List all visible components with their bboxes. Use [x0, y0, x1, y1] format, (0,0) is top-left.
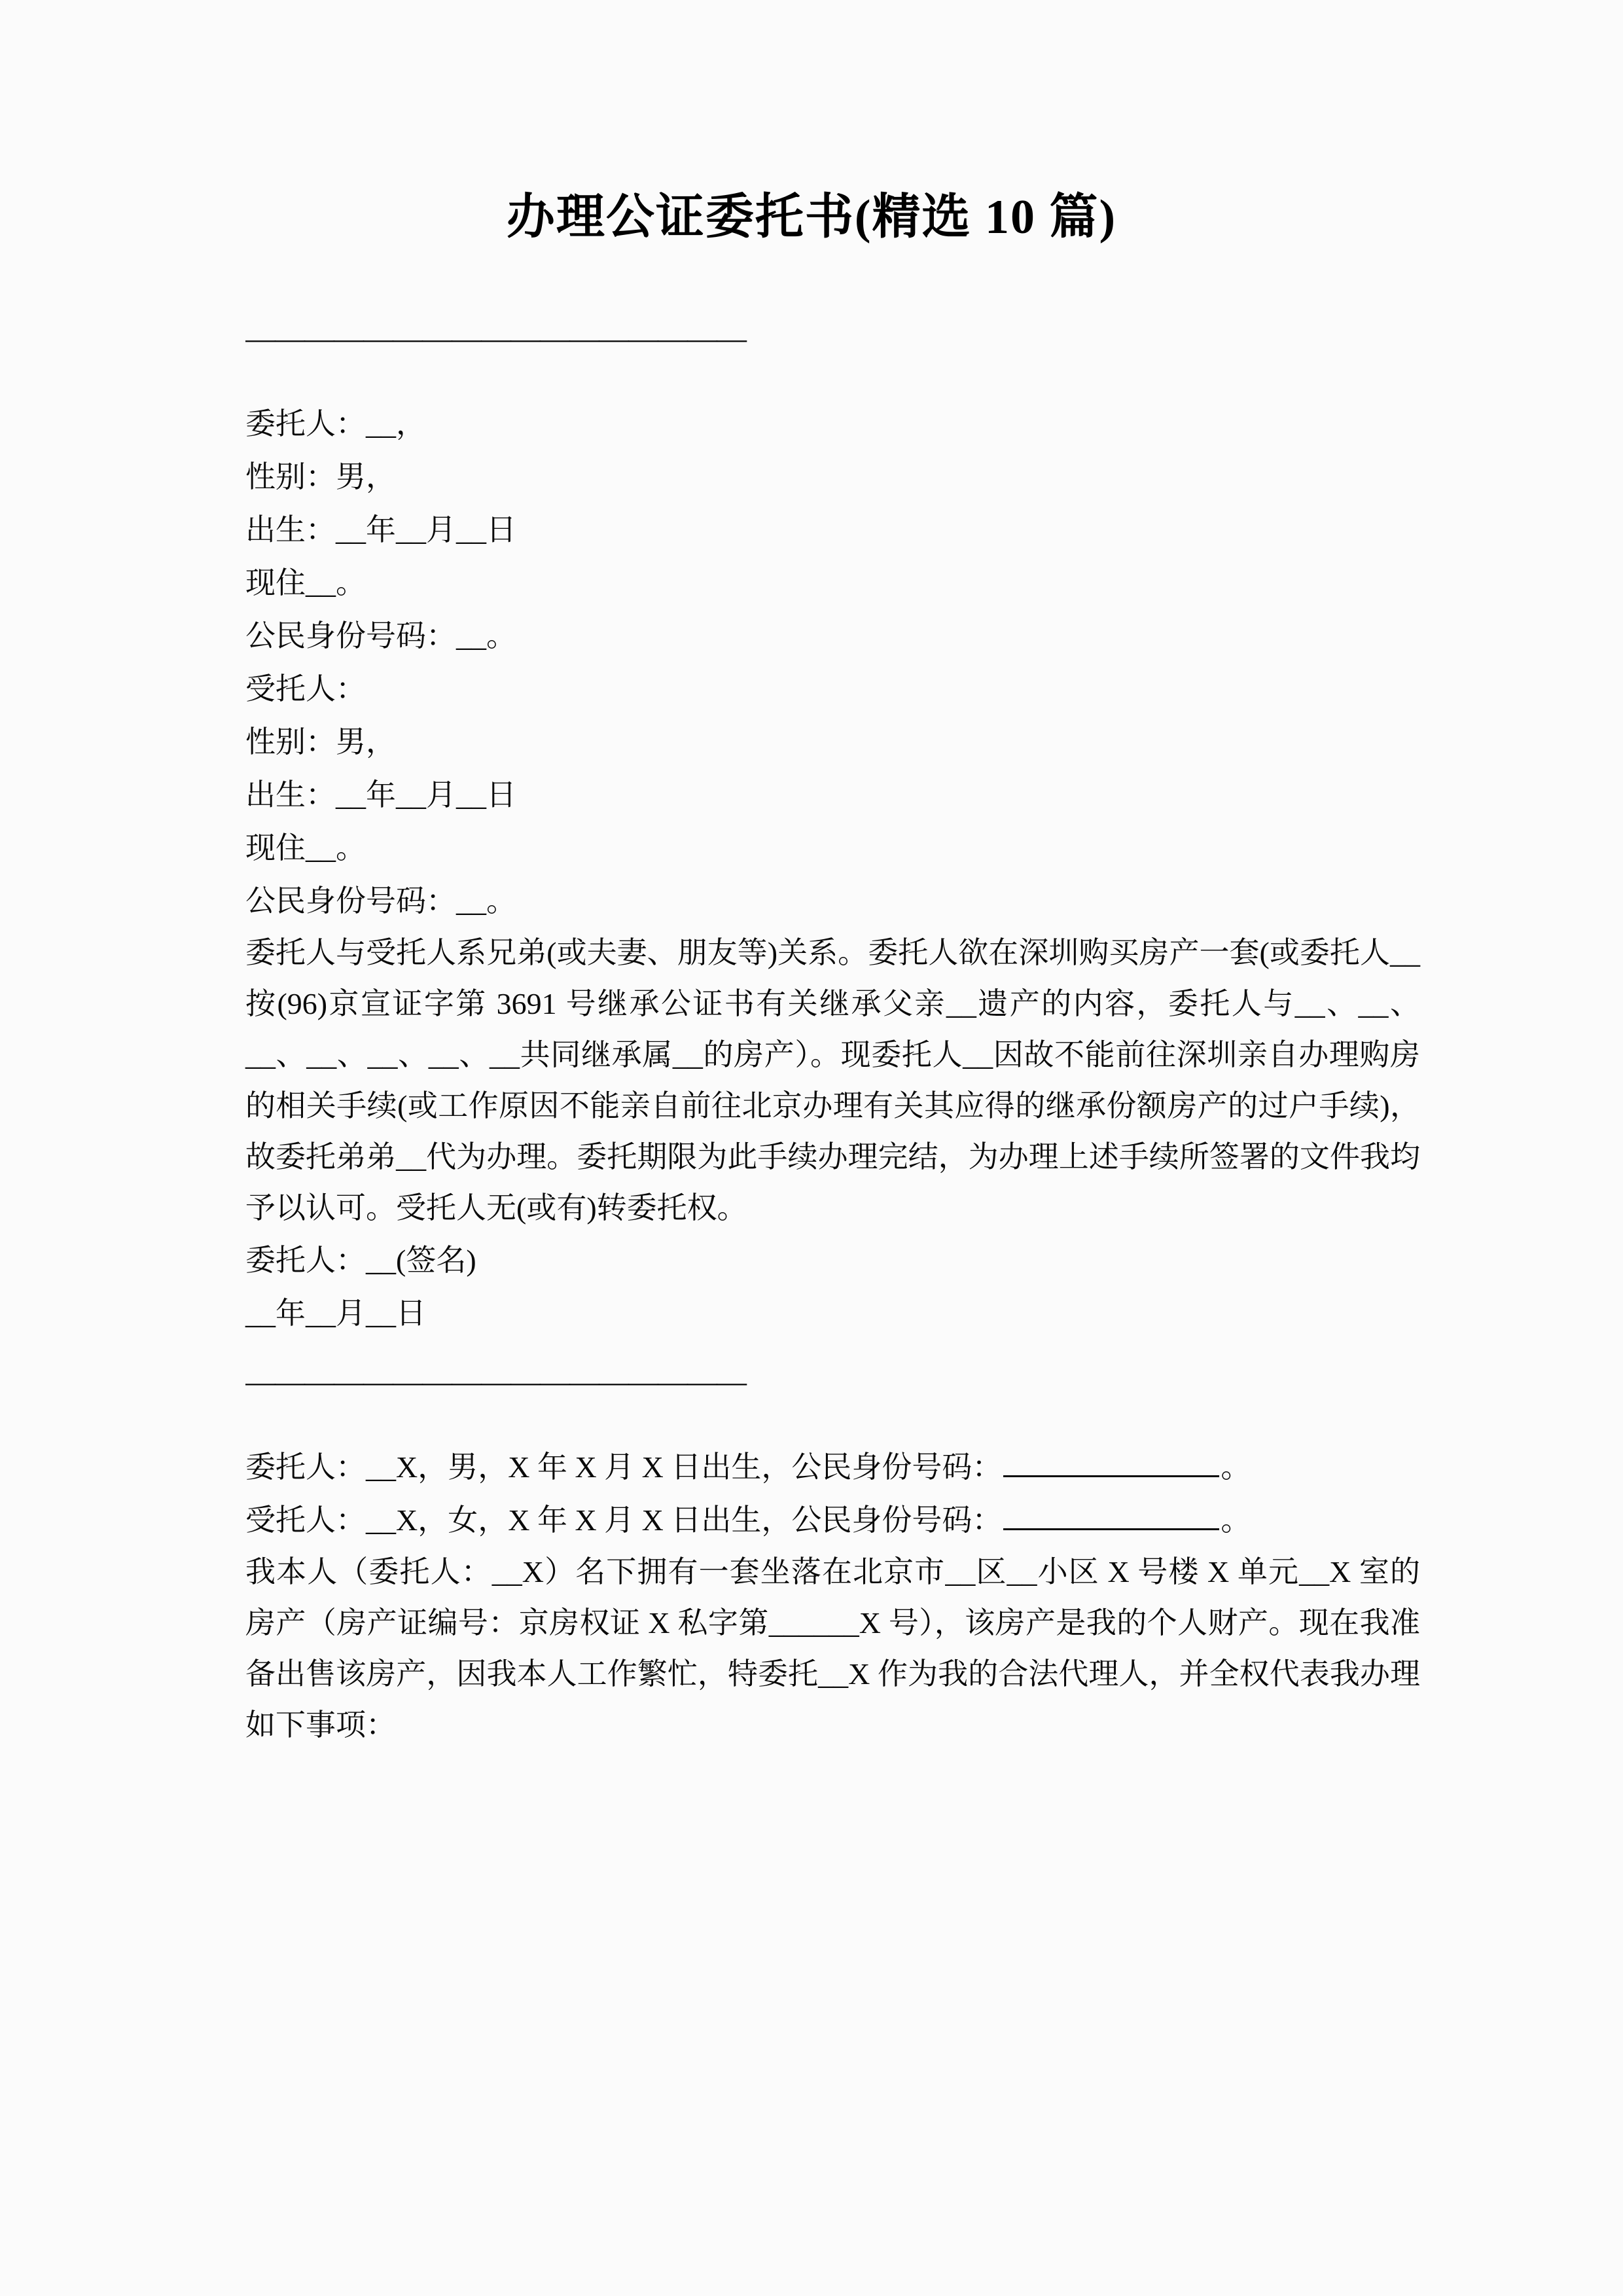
horizontal-rule-top: —————————————————: [245, 323, 746, 355]
field-trustee-gender: 性别：男，: [245, 725, 396, 759]
field-entrustor-gender: 性别：男，: [245, 460, 396, 494]
field-trustee-birth: 出生：__年__月__日: [245, 778, 516, 812]
field-trustee-address: 现住__。: [245, 831, 366, 865]
field-entrustor-name: 委托人：__，: [245, 407, 426, 441]
section-two-trustee-period: 。: [1221, 1503, 1251, 1537]
section-two-entrustor-line: [245, 1441, 1423, 1494]
field-trustee-name: 受托人：: [245, 672, 366, 706]
section-two-entrustor-text: 委托人：__X，男，X 年 X 月 X 日出生，公民身份号码：: [245, 1450, 1003, 1484]
entrustor-id-fill-blank[interactable]: [1003, 1453, 1219, 1477]
field-entrustor-address: 现住__。: [245, 566, 366, 600]
document-body: [245, 245, 1423, 1751]
section-two-trustee-line: [245, 1494, 1423, 1547]
horizontal-rule-middle: —————————————————: [245, 1366, 746, 1399]
section-one-paragraph: 委托人与受托人系兄弟(或夫妻、朋友等)关系。委托人欲在深圳购买房产一套(或委托人__按(96)京宣证字第 3691 号继承公证书有关继承父亲__遗产的内容，委托人与__、__、__、__、__、__、__共同继承属__的房产）。现委托人__因故不能前往深圳亲自办理购房的相关手续(或工作原因不能亲自前往北京办理有关其应得的继承份额房产的过户手续)，故委托弟弟__代为办理。委托期限为此手续办理完结，为办理上述手续所签署的文件我均予以认可。受托人无(或有)转委托权。: [245, 936, 1420, 1225]
section-two-trustee-text: 受托人：__X，女，X 年 X 月 X 日出生，公民身份号码：: [245, 1503, 1003, 1537]
entrustor-signature-line: 委托人：__(签名): [245, 1244, 476, 1278]
field-entrustor-id: 公民身份号码：__。: [245, 619, 516, 653]
entrustor-date-line: __年__月__日: [245, 1297, 426, 1331]
field-trustee-id: 公民身份号码：__。: [245, 884, 516, 918]
section-two-paragraph: 我本人（委托人：__X）名下拥有一套坐落在北京市__区__小区 X 号楼 X 单元__X 室的房产（房产证编号：京房权证 X 私字第______X 号），该房产是我的个人财产。现在我准备出售该房产，因我本人工作繁忙，特委托__X 作为我的合法代理人，并全权代表我办理如下事项：: [245, 1555, 1420, 1742]
section-two-entrustor-period: 。: [1221, 1450, 1251, 1484]
field-entrustor-birth: 出生：__年__月__日: [245, 513, 516, 547]
page-title: 办理公证委托书(精选 10 篇): [506, 190, 1117, 244]
trustee-id-fill-blank[interactable]: [1003, 1506, 1219, 1530]
